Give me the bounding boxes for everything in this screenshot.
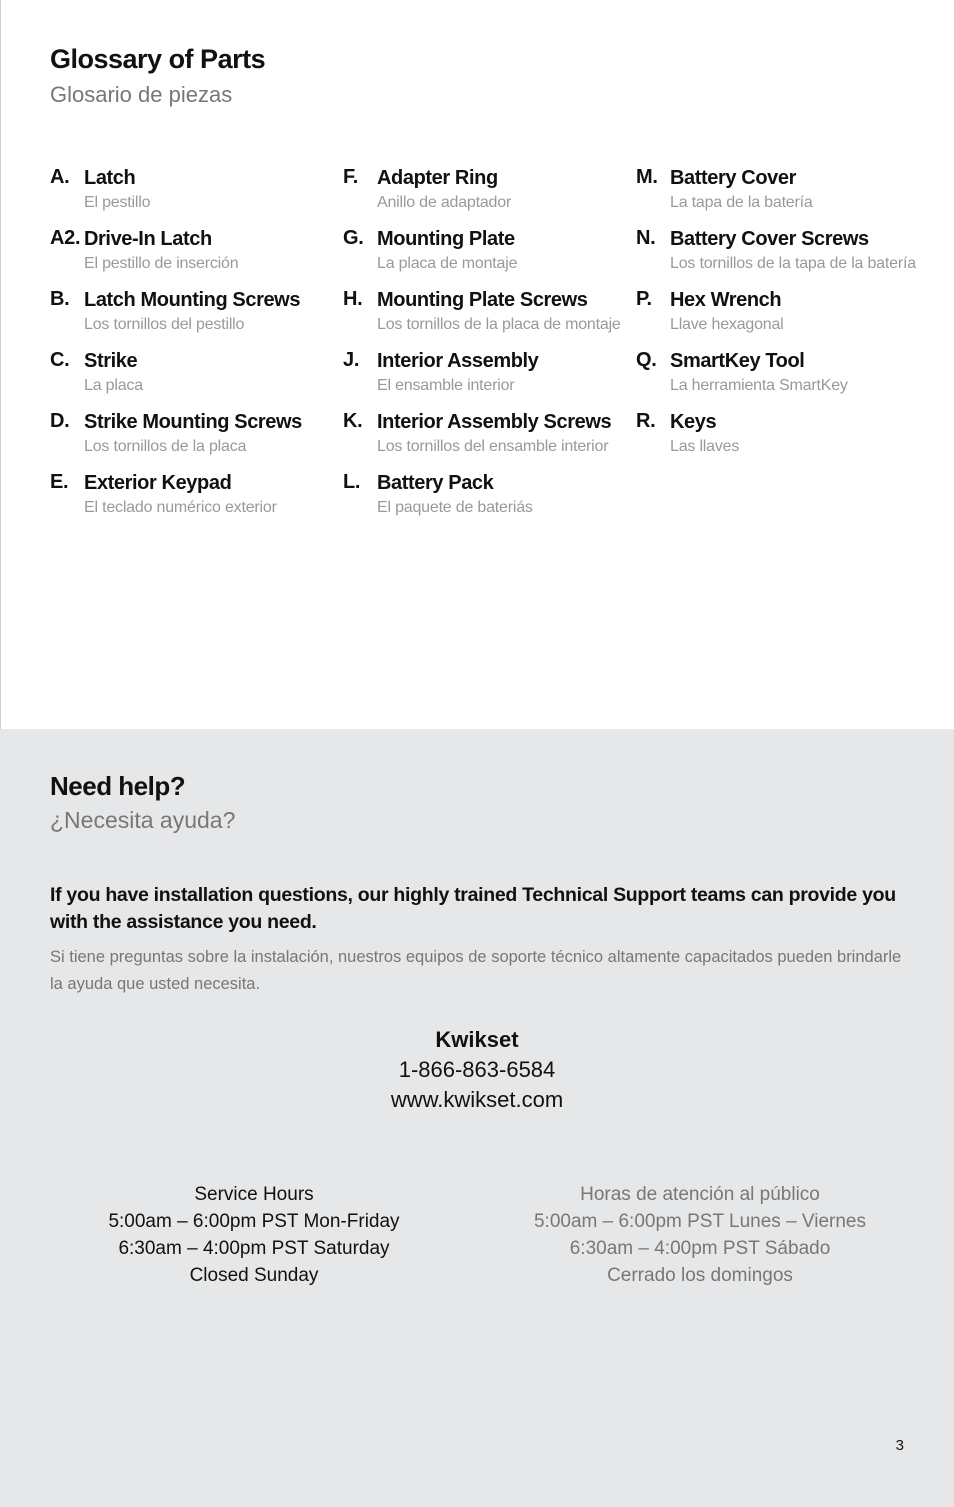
item-name-en: SmartKey Tool (670, 350, 805, 372)
item-letter: H. (343, 288, 363, 310)
item-name-en: Latch (84, 167, 136, 189)
hours-line-es: Cerrado los domingos (607, 1265, 793, 1286)
item-letter: E. (50, 471, 69, 493)
hours-line-es: 5:00am – 6:00pm PST Lunes – Viernes (533, 1211, 866, 1232)
item-name-es: El ensamble interior (377, 377, 515, 394)
glossary-title: Glossary of Parts (50, 44, 266, 74)
item-letter: R. (636, 410, 656, 432)
item-letter: Q. (636, 349, 657, 371)
glossary-item (50, 410, 340, 458)
item-name-es: La placa (84, 377, 143, 394)
item-name-en: Battery Cover Screws (670, 228, 869, 250)
item-name-es: La placa de montaje (377, 255, 518, 272)
glossary-item (343, 166, 633, 214)
glossary-item (636, 410, 926, 458)
item-letter: A2. (50, 227, 81, 249)
item-name-es: Los tornillos del pestillo (84, 316, 245, 333)
help-title: Need help? (50, 771, 186, 801)
help-lead-es: Si tiene preguntas sobre la instalación, nuestros equipos de soporte técnico altamente capacitados pueden brindarle la ayuda que usted necesita. (50, 948, 902, 993)
item-letter: N. (636, 227, 656, 249)
glossary-column-3 (636, 166, 926, 471)
glossary-item (636, 166, 926, 214)
glossary-item (50, 227, 340, 275)
item-name-en: Strike (84, 350, 138, 372)
item-name-en: Interior Assembly (377, 350, 539, 372)
item-name-es: El pestillo de inserción (84, 255, 239, 272)
glossary-item (50, 471, 340, 519)
item-letter: J. (343, 349, 360, 371)
item-letter: C. (50, 349, 70, 371)
item-name-en: Drive-In Latch (84, 228, 212, 250)
item-name-en: Battery Pack (377, 472, 494, 494)
service-hours-en (34, 1181, 474, 1289)
item-name-es: Los tornillos de la placa (84, 438, 247, 455)
support-website-link[interactable]: www.kwikset.com (390, 1087, 564, 1112)
item-name-es: Llave hexagonal (670, 316, 784, 333)
glossary-item (50, 166, 340, 214)
item-name-en: Adapter Ring (377, 167, 498, 189)
glossary-item (343, 349, 633, 397)
left-rule (0, 0, 1, 800)
item-name-es: El teclado numérico exterior (84, 499, 277, 516)
item-letter: P. (636, 288, 652, 310)
glossary-subtitle: Glosario de piezas (50, 82, 233, 107)
hours-line-en: Closed Sunday (189, 1265, 319, 1286)
item-letter: M. (636, 166, 658, 188)
glossary-item (636, 288, 926, 336)
glossary-item (343, 227, 633, 275)
service-hours-es (480, 1181, 920, 1289)
item-name-en: Interior Assembly Screws (377, 411, 612, 433)
item-name-en: Latch Mounting Screws (84, 289, 301, 311)
item-letter: A. (50, 166, 70, 188)
item-name-en: Battery Cover (670, 167, 796, 189)
item-name-es: Las llaves (670, 438, 740, 455)
brand-name: Kwikset (435, 1027, 519, 1052)
item-letter: L. (343, 471, 361, 493)
help-section (0, 729, 954, 1507)
help-lead-en: If you have installation questions, our highly trained Technical Support teams can provide you with the assistance you need. (50, 884, 896, 933)
glossary-column-1 (50, 166, 340, 532)
item-name-es: La tapa de la batería (670, 194, 813, 211)
page-number: 3 (895, 1437, 904, 1454)
item-name-en: Hex Wrench (670, 289, 782, 311)
glossary-item (50, 349, 340, 397)
glossary-item (50, 288, 340, 336)
support-phone[interactable]: 1-866-863-6584 (398, 1057, 556, 1082)
item-name-es: Los tornillos de la tapa de la batería (670, 255, 916, 272)
item-letter: B. (50, 288, 70, 310)
glossary-section (0, 0, 954, 729)
hours-heading-en: Service Hours (194, 1184, 314, 1205)
glossary-item (343, 410, 633, 458)
item-name-en: Exterior Keypad (84, 472, 232, 494)
item-name-en: Keys (670, 411, 717, 433)
item-name-es: La herramienta SmartKey (670, 377, 848, 394)
item-name-es: El paquete de bateriás (377, 499, 533, 516)
item-letter: F. (343, 166, 358, 188)
item-name-es: Anillo de adaptador (377, 194, 512, 211)
hours-line-en: 5:00am – 6:00pm PST Mon-Friday (108, 1211, 400, 1232)
item-letter: G. (343, 227, 364, 249)
help-subtitle: ¿Necesita ayuda? (50, 807, 236, 833)
item-letter: D. (50, 410, 70, 432)
item-name-es: El pestillo (84, 194, 151, 211)
hours-heading-es: Horas de atención al público (580, 1184, 820, 1205)
glossary-item (343, 288, 633, 336)
glossary-item (343, 471, 633, 519)
glossary-item (636, 227, 926, 275)
item-name-en: Mounting Plate (377, 228, 515, 250)
item-name-en: Strike Mounting Screws (84, 411, 302, 433)
hours-line-es: 6:30am – 4:00pm PST Sábado (569, 1238, 831, 1259)
contact-block (0, 1025, 954, 1115)
glossary-item (636, 349, 926, 397)
item-name-en: Mounting Plate Screws (377, 289, 588, 311)
glossary-column-2 (343, 166, 633, 532)
item-letter: K. (343, 410, 363, 432)
item-name-es: Los tornillos del ensamble interior (377, 438, 609, 455)
hours-line-en: 6:30am – 4:00pm PST Saturday (118, 1238, 390, 1259)
item-name-es: Los tornillos de la placa de montaje (377, 316, 621, 333)
